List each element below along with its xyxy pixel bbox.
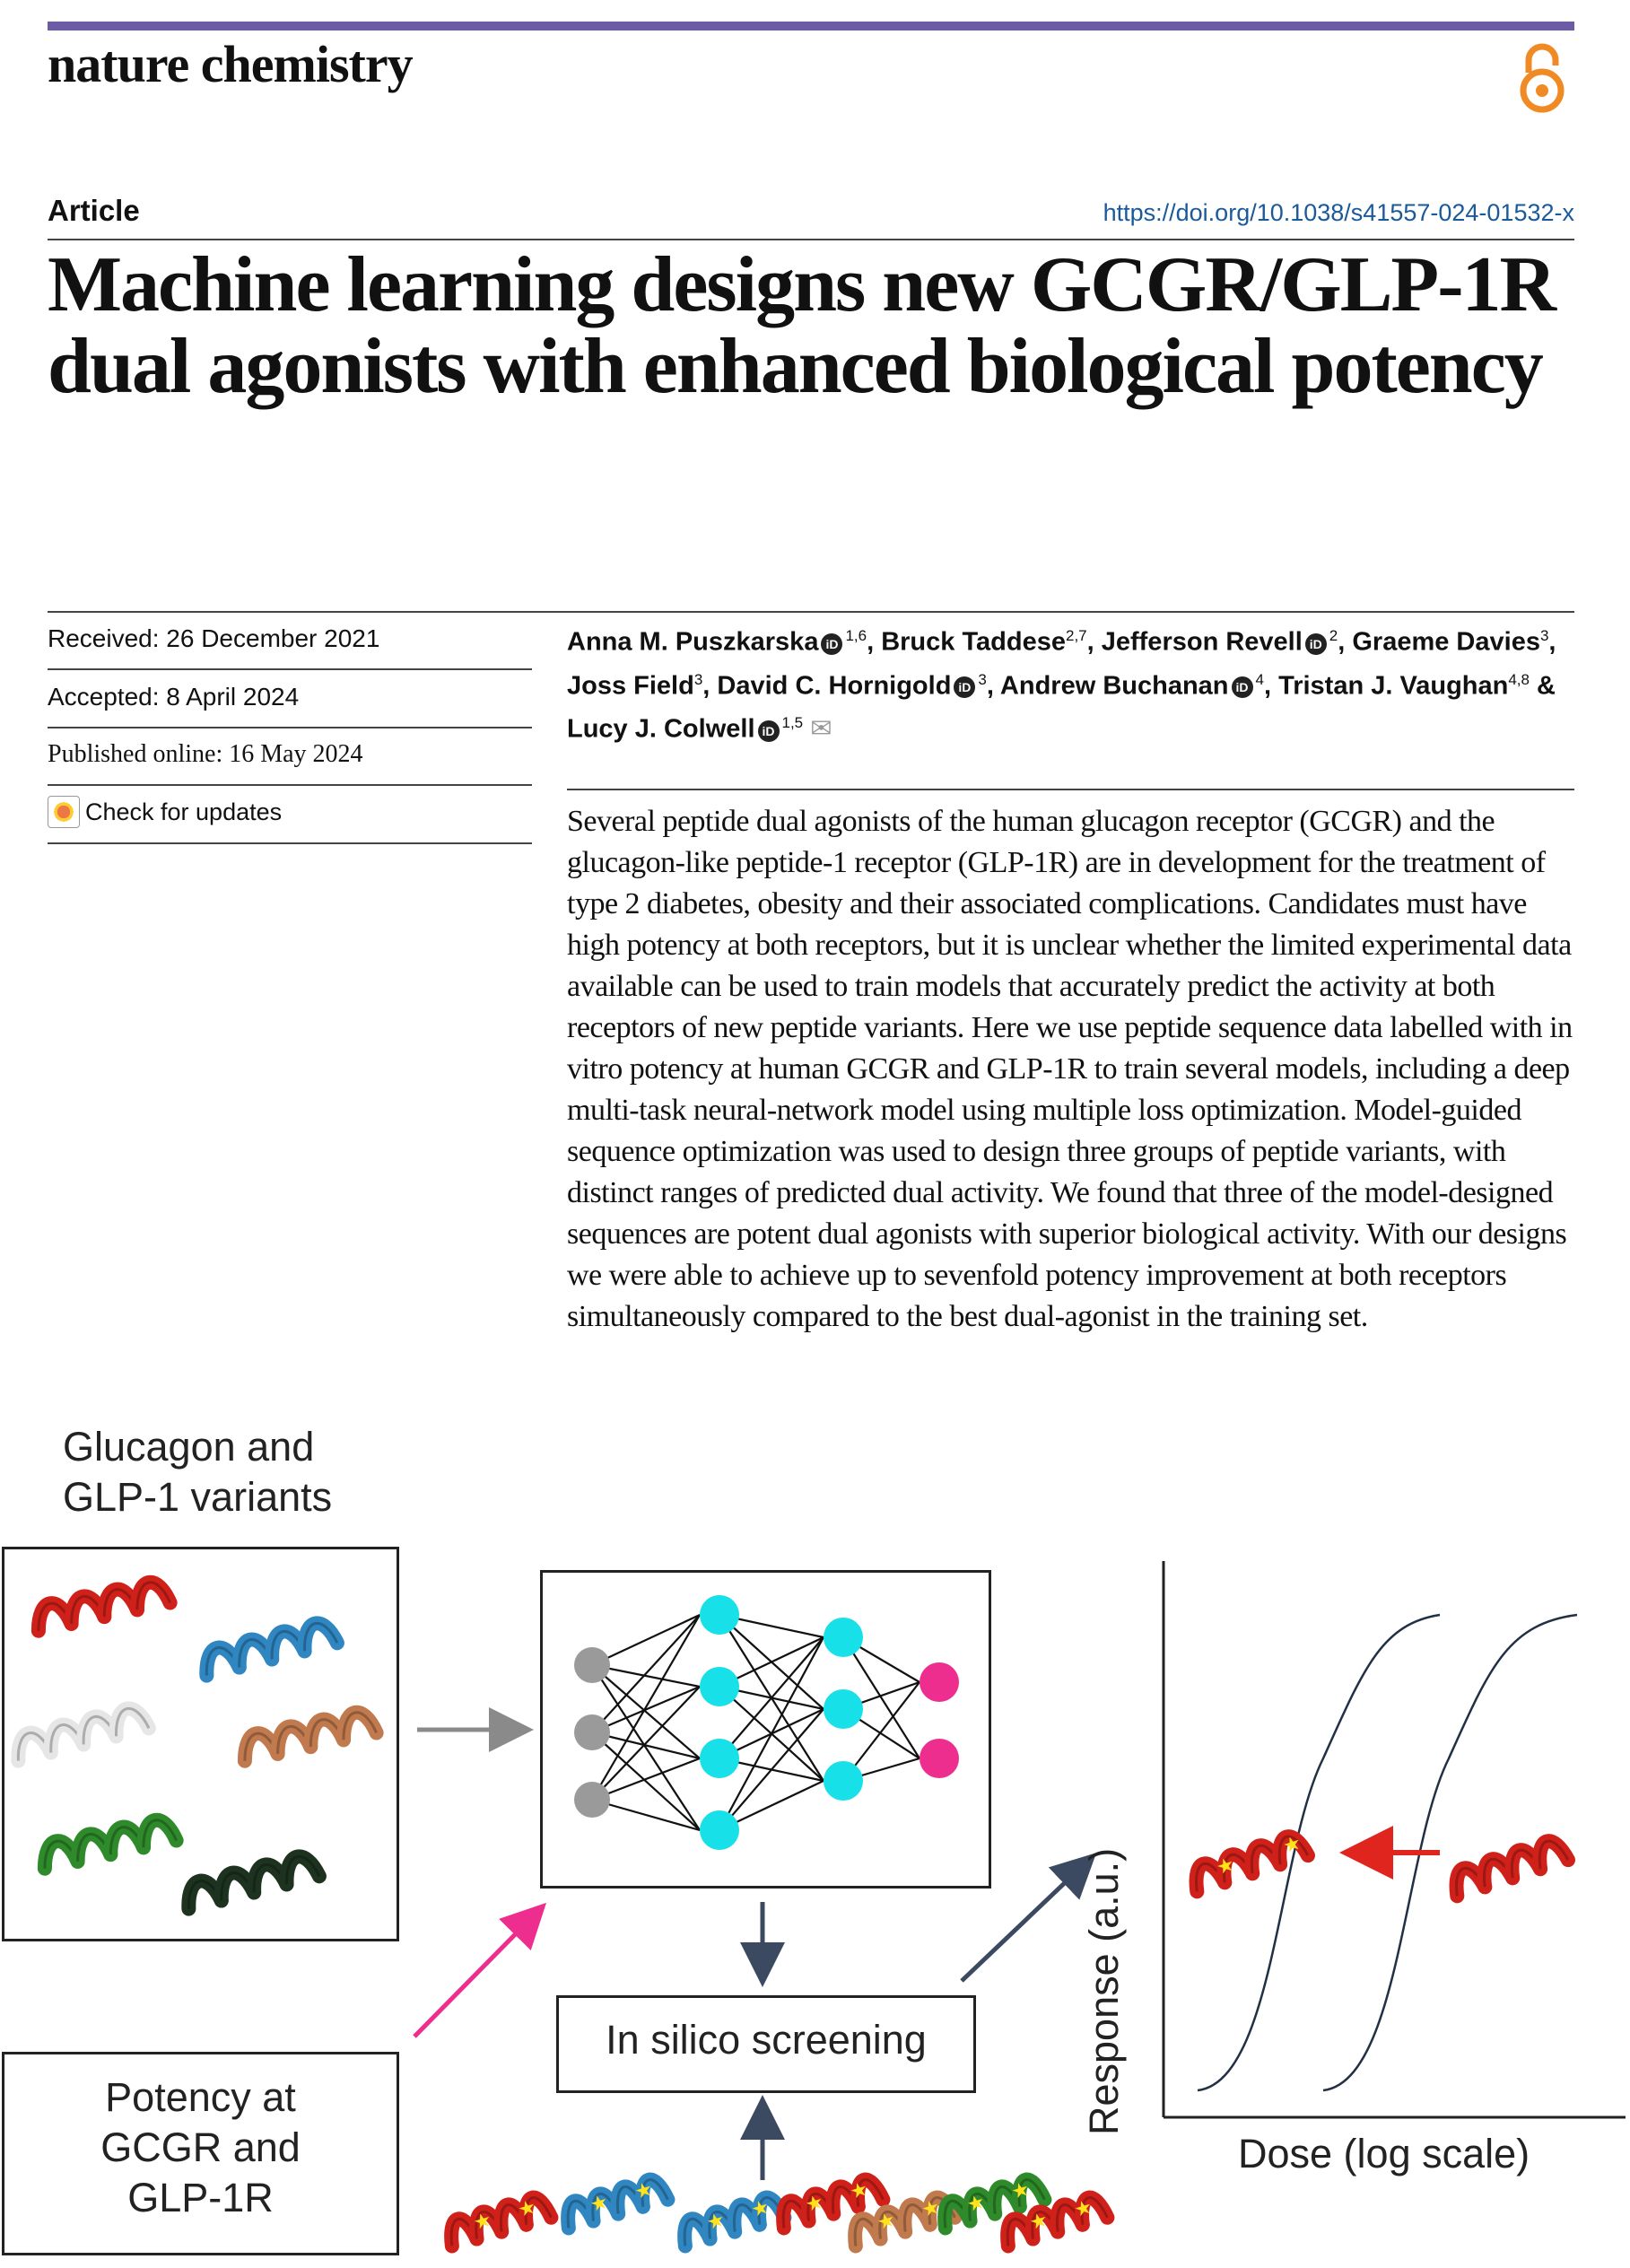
arrow-potency-to-network (414, 1909, 540, 2037)
author-name[interactable]: , Tristan J. Vaughan (1263, 671, 1509, 701)
author-name[interactable]: , Bruck Taddese (867, 627, 1066, 657)
affiliation-sup: 1,5 (781, 714, 804, 732)
peptide-helix (562, 2174, 668, 2229)
envelope-icon[interactable]: ✉ (810, 714, 832, 744)
affiliation-sup: 2 (1329, 627, 1338, 644)
author-name[interactable]: , Graeme Davies (1338, 627, 1540, 657)
mutation-star-icon: ★ (632, 2176, 656, 2204)
mutation-star-icon: ★ (1071, 2194, 1095, 2222)
peptide-helix (678, 2192, 785, 2246)
author-name[interactable]: Joss Field (567, 671, 694, 701)
crossmark-icon (48, 796, 80, 828)
orcid-icon[interactable]: iD (1232, 676, 1253, 698)
variants-label (63, 1422, 332, 1522)
mutation-star-icon: ★ (1213, 1852, 1238, 1880)
received-date: Received: 26 December 2021 (48, 624, 380, 652)
article-type-label: Article (48, 194, 140, 227)
orcid-icon[interactable]: iD (954, 676, 975, 698)
affiliation-sup: 4 (1255, 670, 1264, 688)
variants-label-line: Glucagon and (63, 1424, 315, 1470)
author-line: Anna M. Puszkarska iD $^{1,6}$, Bruck Taddese$^{2,7}$, Jefferson Revell iD $^2$, Graeme Davies$^3$, (567, 627, 1556, 657)
abstract-text: Several peptide dual agonists of the human glucagon receptor (GCGR) and the glucagon-like peptide-1 receptor (GLP-1R) are in development for the treatment of type 2 diabetes, obesity and their associated complications. Candidates must have high potency at both receptors, but it is unclear whether the limited experimental data available can be used to train models that accurately predict the activity at both receptors of new peptide variants. Here we use peptide sequence data labelled with in vitro potency at human GCGR and GLP-1R to train several models, including a deep multi-task neural-network model using multiple loss optimization. Model-guided sequence optimization was used to design three groups of peptide variants, with distinct ranges of predicted dual activity. We found that three of the model-designed sequences are potent dual agonists with superior biological activity. With our designs we were able to achieve up to sevenfold potency improvement at both receptors simultaneously compared to the best dual-agonist in the training set. (567, 805, 1573, 1333)
meta-divider (48, 727, 532, 728)
variants-label-line: GLP-1 variants (63, 1474, 333, 1520)
mutation-star-icon: ★ (1279, 1830, 1304, 1858)
orcid-icon[interactable]: iD (1305, 633, 1327, 655)
mutation-star-icon: ★ (748, 2194, 772, 2222)
mutation-star-icon: ★ (515, 2194, 539, 2222)
arrow-screening-to-plot (962, 1859, 1090, 1981)
mutation-star-icon: ★ (1026, 2207, 1050, 2235)
mutation-star-icon: ★ (587, 2189, 611, 2217)
author-name[interactable]: , David C. Hornigold (702, 671, 952, 701)
peptide-helix (1189, 1830, 1308, 1892)
metadata-top-rule (48, 611, 1574, 613)
header-rule (48, 239, 1574, 240)
orcid-icon[interactable]: iD (821, 633, 842, 655)
mutation-star-icon: ★ (703, 2207, 728, 2235)
y-axis-label: Response (a.u.) (1081, 1847, 1127, 2135)
author-line (567, 661, 1581, 705)
affiliation-sup: 4,8 (1508, 670, 1530, 688)
ampersand: & (1529, 671, 1556, 701)
journal-color-bar (48, 22, 1574, 31)
check-for-updates-button[interactable] (48, 796, 282, 828)
mutation-star-icon: ★ (470, 2207, 494, 2235)
doi-link[interactable]: https://doi.org/10.1038/s41557-024-01532-x (1103, 199, 1574, 226)
author-name[interactable]: , Andrew Buchanan (986, 671, 1229, 701)
check-for-updates-label: Check for updates (85, 798, 283, 825)
published-date: Published online: 16 May 2024 (48, 740, 363, 768)
orcid-icon[interactable]: iD (758, 720, 780, 742)
mutation-star-icon: ★ (847, 2176, 871, 2204)
potency-label-line: GLP-1R (127, 2175, 274, 2220)
author-name[interactable]: Lucy J. Colwell (567, 714, 755, 744)
author-name[interactable]: , Jefferson Revell (1086, 627, 1303, 657)
affiliation-sup: 3 (693, 670, 703, 688)
abstract-rule (567, 789, 1574, 790)
open-access-icon (1516, 40, 1568, 114)
potency-label-line: GCGR and (100, 2124, 301, 2170)
screening-label: In silico screening (606, 2017, 927, 2063)
x-axis-label: Dose (log scale) (1238, 2131, 1530, 2176)
affiliation-sup: 3 (1539, 627, 1549, 644)
affiliation-sup: 3 (978, 670, 987, 688)
accepted-date: Accepted: 8 April 2024 (48, 683, 300, 711)
peptide-helix (445, 2192, 552, 2246)
affiliation-sup: 2,7 (1065, 627, 1087, 644)
mutation-star-icon: ★ (963, 2189, 988, 2217)
author-list (567, 617, 1581, 748)
meta-divider (48, 842, 532, 844)
article-title: Machine learning designs new GCGR/GLP-1R dual agonists with enhanced biological potency (48, 241, 1556, 410)
author-name[interactable]: Anna M. Puszkarska (567, 627, 819, 657)
author-line (567, 704, 1581, 748)
meta-divider (48, 784, 532, 786)
mutation-star-icon: ★ (919, 2194, 943, 2222)
journal-name: nature chemistry (48, 35, 413, 93)
mutation-star-icon: ★ (802, 2189, 826, 2217)
mutation-star-icon: ★ (874, 2207, 898, 2235)
potency-label-line: Potency at (105, 2074, 296, 2120)
meta-divider (48, 668, 532, 670)
mutation-star-icon: ★ (1008, 2176, 1033, 2204)
peptide-helix (1450, 1836, 1568, 1896)
affiliation-sup: 1,6 (845, 627, 867, 644)
